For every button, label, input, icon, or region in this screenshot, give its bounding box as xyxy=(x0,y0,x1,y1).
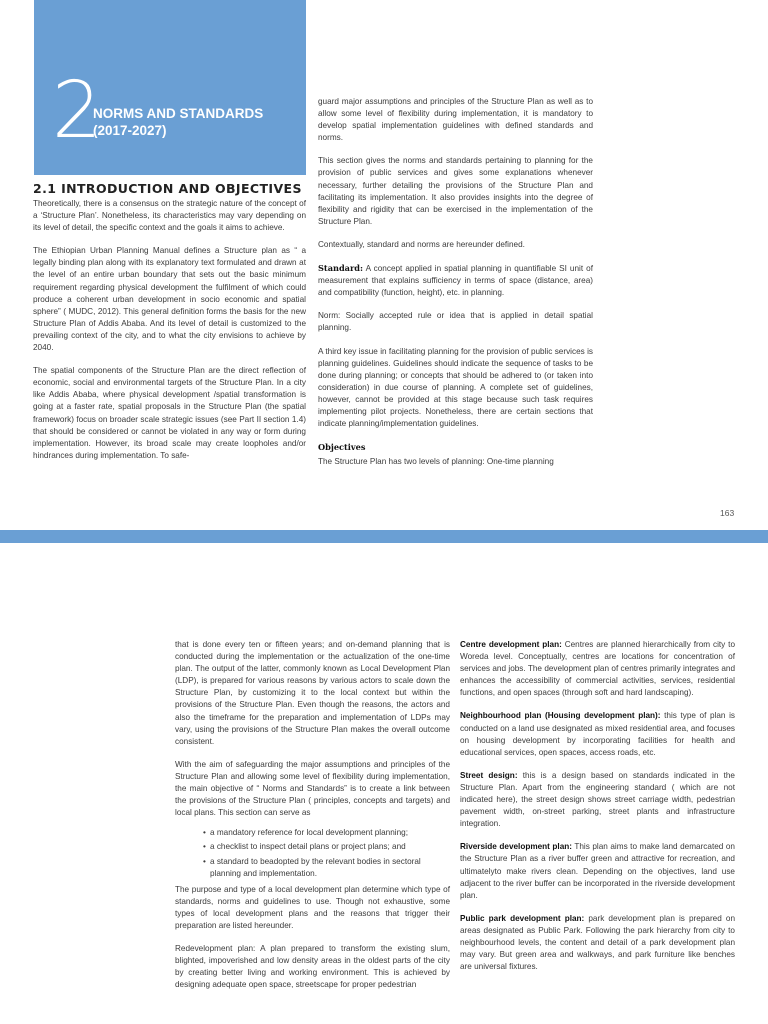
page1-right-column xyxy=(318,96,593,479)
page-divider xyxy=(0,530,768,543)
chapter-title-line1: NORMS AND STANDARDS xyxy=(93,106,264,121)
chapter-title-line2: (2017-2027) xyxy=(93,123,167,138)
plan-type-street: Street design: this is a design based on standards indicated in the Structure Plan. Apart from the engineering standard ( which are not indicated here), the street design shows street carriage width, pedestrian pavement width, on-street parking, street plants and infrastructure integration. xyxy=(460,770,735,829)
paragraph: guard major assumptions and principles of the Structure Plan as well as to allow some level of flexibility during implementation, it is mandatory to develop spatial implementation guidelines with defined standards and norms. xyxy=(318,97,593,143)
standard-definition xyxy=(318,262,593,299)
paragraph: that is done every ten or fifteen years; and on-demand planning that is conducted during the implementation or the actualization of the one-time plan. The output of the latter, commonly known as Local Development Plan (LDP), is prepared for various reasons by various actors to scale down the Structure Plan, by customizing it to the local context but within the provisions of the Structure Plan. Even though the reasons, the actors and also the timeframe for the preparation and implementation of LDPs may vary, using the provisions of the Structure Plan makes the overall outcome consistent. xyxy=(175,640,450,746)
page2-right-column xyxy=(460,639,735,984)
norm-definition: Norm: Socially accepted rule or idea that is applied in detail spatial planning. xyxy=(318,311,593,333)
paragraph: The spatial components of the Structure Plan are the direct reflection of economic, social and environmental targets of the Structure Plan. In a city like Addis Ababa, where physical development /spatial transformation is going at a faster rate, spatial proposals in the Structure Plan (the spatial framework) focus on broader scale strategic issues (see Part II section 1.4) that should be considered or cannot be violated in any way or form during implementation. However, its broad scale may create loopholes and/or hindrances during implementation. To safe- xyxy=(33,366,306,460)
list-item: • a standard to beadopted by the relevant bodies in sectoral planning and implementation. xyxy=(203,856,421,878)
paragraph: This section gives the norms and standards pertaining to planning for the provision of public services and gives some explanations whenever necessary, further detailing the provisions of the Structure Plan and facilitating its implementation. It also provides insights into the degree of flexibility and rigidity that can be exercised in the implementation of the Structure Plan. xyxy=(318,156,593,226)
objectives-heading: Objectives xyxy=(318,442,366,453)
paragraph: The Ethiopian Urban Planning Manual defines a Structure plan as “ a legally binding plan along with its explanatory text formulated and drawn at the level of an entire urban boundary that sets out the basic minimum requirement regarding physical development the fulfilment of which could produce a coherent urban development in socio economic and spatial sphere” ( MUDC, 2012). This general definition forms the basis for the new Structure Plan of Addis Ababa. And its level of detail is customized to the prevailing context of the city, and to what the city envisions to achieve by 2040. xyxy=(33,246,306,353)
page1-left-column xyxy=(33,198,306,473)
page2-left-column xyxy=(175,639,450,1002)
paragraph: The purpose and type of a local development plan determine which type of standards, norms and guidelines to use. Though not exhaustive, some types of local development plans and the reasons that trigger their preparation are listed hereunder. xyxy=(175,884,450,930)
standard-label: Standard: xyxy=(318,263,364,274)
page-164 xyxy=(0,543,768,1024)
list-item: • a checklist to inspect detail plans or project plans; and xyxy=(203,842,406,852)
paragraph: Theoretically, there is a consensus on the strategic nature of the concept of a ‘Structure Plan’. Nonetheless, its characteristics may vary depending on its level of detail, the specific context and the goals it aims to achieve. xyxy=(33,199,306,233)
paragraph: A third key issue in facilitating planning for the provision of public services is planning guidelines. Guidelines should indicate the sequence of tasks to be done during planning; or concepts that should be adhered to (or taken into consideration) in due course of planning. A complete set of guidelines, however, cannot be provided at this stage because such task requires implementing pilot projects. Nonetheless, there are certain sections that indicate planning/implementation guidelines. xyxy=(318,346,593,429)
paragraph: With the aim of safeguarding the major assumptions and principles of the Structure Plan and allowing some level of flexibility during implementation, the main objective of “ Norms and Standards” is to create a link between the provisions of the Structure Plan ( principles, concepts and targets) and local plans. This section can serve as xyxy=(175,759,450,818)
paragraph: Redevelopment plan: A plan prepared to transform the existing slum, blighted, impoverished and low density areas in the oldest parts of the city by creating better living and working environment. This is achieved by designing adequate open space, streetscape for proper pedestrian xyxy=(175,944,450,990)
page-number: 163 xyxy=(720,508,735,518)
plan-type-public-park: Public park development plan: park development plan is prepared on areas designated as Public Park. Following the park hierarchy from city to neighbourhood levels, the content and detail of a park development plan may vary. But green area and walkways, and park furniture like benches are universal fixtures. xyxy=(460,913,735,972)
chapter-title xyxy=(93,105,263,139)
paragraph: Contextually, standard and norms are hereunder defined. xyxy=(318,239,525,249)
plan-type-centre: Centre development plan: Centres are planned hierarchically from city to Woreda level. Conceptually, centres are locations for concentration of services and jobs. The development plan of centres primarily integrates and enhances the accessibility of commercial activities, services, residential functions, and open spaces (through soft and hard landscaping). xyxy=(460,640,735,698)
standard-text: A concept applied in spatial planning in quantifiable SI unit of measurement that explains sufficiency in terms of space (distance, area) and compatibility (function, height), etc. in planning. xyxy=(318,264,593,298)
plan-type-neighbourhood: Neighbourhood plan (Housing development plan): this type of plan is conducted on a land use designated as mixed residential area, and focuses on housing development by incorporating facilities for health and educational services, open spaces, access roads, etc. xyxy=(460,711,736,757)
chapter-header-block xyxy=(34,0,306,175)
chapter-number: 2 xyxy=(52,66,100,156)
objectives-text: The Structure Plan has two levels of planning: One-time planning xyxy=(318,457,554,467)
list-item: • a mandatory reference for local development planning; xyxy=(203,828,408,838)
section-heading: 2.1 INTRODUCTION AND OBJECTIVES xyxy=(33,181,302,196)
bullet-list xyxy=(175,827,450,879)
plan-type-riverside: Riverside development plan: This plan aims to make land demarcated on the Structure Plan as a river buffer green and attractive for recreation, and ultimatelyto make rivers clean. Depending on the objectives, land use adjacent to the river buffer can be incorporated in the riverside development plan. xyxy=(460,842,735,900)
